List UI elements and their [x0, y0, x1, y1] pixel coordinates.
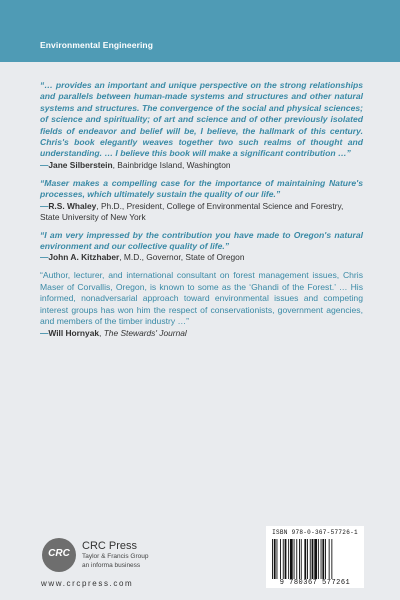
barcode-icon	[272, 539, 358, 579]
barcode-bar	[331, 539, 332, 579]
attribution-dash: —	[40, 159, 49, 170]
attribution-journal: The Stewards' Journal	[103, 327, 187, 338]
quote-attribution	[40, 160, 363, 171]
barcode-bar	[299, 539, 300, 579]
barcode-bar	[290, 539, 293, 579]
quote-block	[40, 230, 363, 264]
quote-text: “Author, lecturer, and international consultant on forest management issues, Chris Maser of Corvallis, Oregon, is known to some as the ‘Ghandi of the Forest.’ … His informed, nonadversarial approach toward environmental issues and competing interest groups has won him the respect of conservationists, government agencies, and members of the timber industry …”	[40, 270, 363, 327]
attribution-affiliation: , M.D., Governor, State of Oregon	[119, 252, 245, 263]
barcode-bar	[322, 539, 324, 579]
quote-attribution	[40, 252, 363, 263]
header-bar	[0, 0, 400, 62]
attribution-name: R.S. Whaley	[48, 200, 97, 211]
barcode-bar	[325, 539, 326, 579]
attribution-name: Jane Silberstein	[48, 159, 113, 170]
barcode-bar	[304, 539, 306, 579]
barcode-bar	[288, 539, 289, 579]
attribution-affiliation: , Ph.D., President, College of Environmental Science and Forestry, State University of New York	[40, 200, 344, 222]
barcode-bar	[296, 539, 297, 579]
barcode-bar	[318, 539, 319, 579]
quotes-section	[40, 80, 363, 346]
barcode-bar	[312, 539, 314, 579]
barcode-bar	[274, 539, 276, 579]
quote-block	[40, 178, 363, 223]
quote-block	[40, 80, 363, 171]
quote-attribution	[40, 201, 363, 223]
barcode-bar	[310, 539, 311, 579]
attribution-dash: —	[40, 252, 49, 263]
barcode-bar	[277, 539, 278, 579]
attribution-affiliation: ,	[99, 327, 104, 338]
publisher-group: Taylor & Francis Group	[82, 553, 149, 560]
publisher-business: an informa business	[82, 562, 141, 569]
barcode-bar	[307, 539, 308, 579]
attribution-name: John A. Kitzhaber	[48, 252, 120, 263]
category-label: Environmental Engineering	[40, 40, 154, 50]
isbn-label: ISBN 978-0-367-57726-1	[272, 529, 358, 536]
attribution-dash: —	[40, 200, 49, 211]
barcode-panel	[266, 526, 364, 588]
barcode-bar	[314, 539, 317, 579]
barcode-bar	[321, 539, 322, 579]
barcode-bar	[329, 539, 330, 579]
attribution-affiliation: , Bainbridge Island, Washington	[112, 159, 231, 170]
publisher-website: www.crcpress.com	[41, 579, 134, 588]
publisher-name: CRC Press	[82, 540, 138, 552]
barcode-bar	[294, 539, 295, 579]
barcode-bar	[280, 539, 281, 579]
barcode-bar	[272, 539, 273, 579]
quote-text: “I am very impressed by the contribution you have made to Oregon's natural environment and our collective quality of life.”	[40, 229, 363, 252]
attribution-dash: —	[40, 327, 49, 338]
quote-text: “… provides an important and unique perspective on the strong relationships and parallels between human-made systems and structures and other natural systems and structures. The convergence of the social and physical sciences; of science and spirituality; of art and science and of other previously isolated fields of endeavor and belief will be, I believe, the hallmark of this century. Chris's book elegantly weaves together two such realms of thought and understanding. … I believe this book will make a significant contribution …”	[40, 80, 363, 159]
barcode-bar	[285, 539, 287, 579]
barcode-number: 9 780367 577261	[279, 579, 351, 587]
logo-text: CRC	[48, 548, 70, 559]
barcode-bar	[301, 539, 302, 579]
attribution-name: Will Hornyak	[48, 327, 100, 338]
quote-text: “Maser makes a compelling case for the importance of maintaining Nature's processes, which ultimately sustain the quality of our life.”	[40, 177, 363, 200]
quote-attribution	[40, 328, 363, 339]
quote-block	[40, 270, 363, 338]
barcode-bar	[283, 539, 284, 579]
